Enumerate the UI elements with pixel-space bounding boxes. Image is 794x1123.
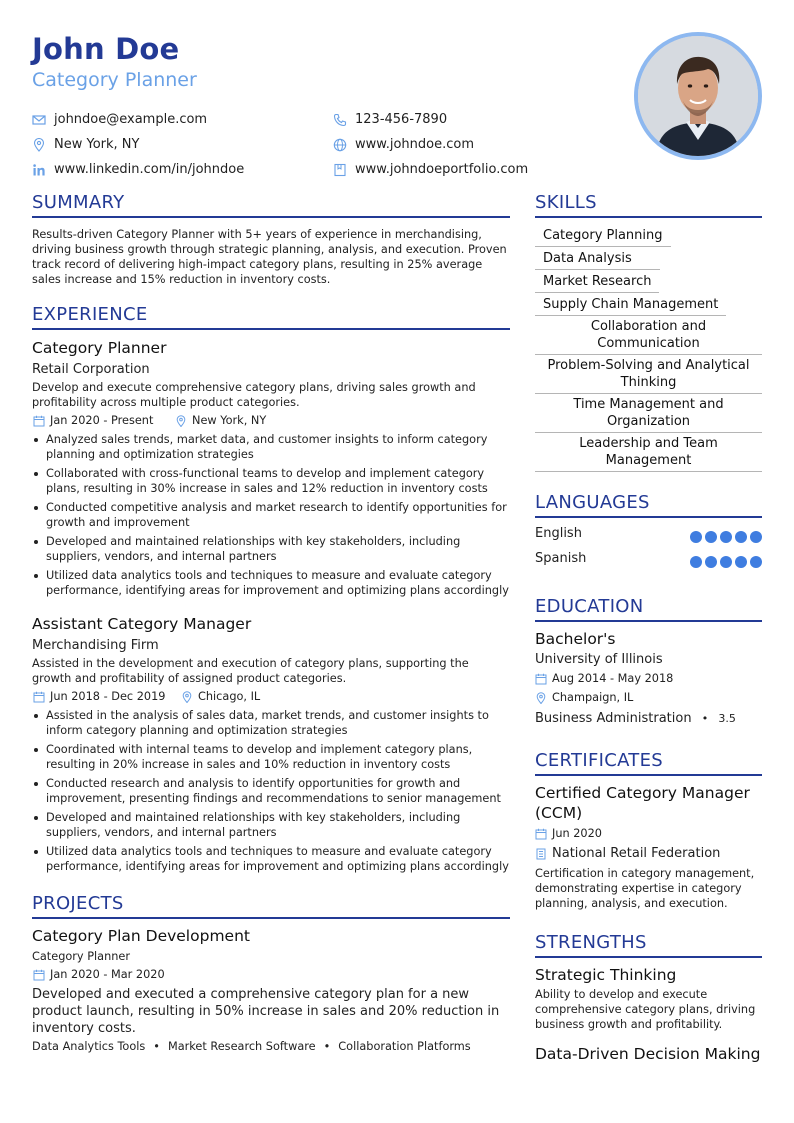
languages-heading: LANGUAGES xyxy=(535,492,762,518)
list-item: Conducted competitive analysis and market research to identify opportunities for growth and improvement xyxy=(32,500,510,530)
strength-title: Data-Driven Decision Making xyxy=(535,1045,761,1063)
list-item: Assisted in the analysis of sales data, market trends, and customer insights to inform category planning and optimization strategies xyxy=(32,708,510,738)
location-pin-icon xyxy=(181,691,193,703)
profile-photo xyxy=(634,32,762,160)
education-dates xyxy=(535,671,762,687)
location-pin-icon xyxy=(32,138,46,152)
job-meta xyxy=(32,413,510,429)
job-title: Assistant Category Manager xyxy=(32,615,252,633)
certificate-issuer: National Retail Federation xyxy=(552,846,721,861)
skill-item: Data Analysis xyxy=(535,248,660,270)
list-item: Collaborated with cross-functional teams to develop and implement category plans, resulting in 30% increase in sales and 12% reduction in inventory costs xyxy=(32,466,510,496)
tag-separator: • xyxy=(153,1040,160,1053)
skills-list xyxy=(535,224,762,472)
envelope-icon xyxy=(32,113,46,127)
list-item: Coordinated with internal teams to develop and implement category plans, resulting in 20% increase in sales and 10% reduction in inventory costs xyxy=(32,742,510,772)
certificates-heading: CERTIFICATES xyxy=(535,750,762,776)
location-pin-icon xyxy=(175,415,187,427)
certificate-description: Certification in category management, demonstrating expertise in category planning, analysis, and execution. xyxy=(535,867,755,910)
language-row xyxy=(535,551,762,576)
job-bullets xyxy=(32,708,510,874)
level-dot xyxy=(720,531,732,543)
tag: Data Analytics Tools xyxy=(32,1040,146,1053)
linkedin-icon xyxy=(32,163,46,177)
skills-heading: SKILLS xyxy=(535,192,762,218)
project-meta xyxy=(32,967,510,983)
skill-item: Market Research xyxy=(535,271,659,293)
summary-heading: SUMMARY xyxy=(32,192,510,218)
job-entry xyxy=(32,614,510,874)
education-field-row xyxy=(535,710,762,728)
language-level xyxy=(687,531,762,543)
portfolio-icon xyxy=(333,163,347,177)
summary-text: Results-driven Category Planner with 5+ years of experience in merchandising, driving business growth through strategic planning, analysis, and execution. Proven track record of delivering high-impact category plans, resulting in 25% average sales increase and 15% reduction in inventory costs. xyxy=(32,228,507,286)
strengths-section xyxy=(535,932,762,1064)
skill-item: Problem-Solving and Analytical Thinking xyxy=(535,355,762,394)
skill-item: Leadership and Team Management xyxy=(535,433,762,472)
language-row xyxy=(535,526,762,551)
job-company: Retail Corporation xyxy=(32,362,150,377)
education-heading: EDUCATION xyxy=(535,596,762,622)
list-item: Developed and maintained relationships with key stakeholders, including suppliers, vendors, and internal partners xyxy=(32,810,510,840)
projects-heading: PROJECTS xyxy=(32,893,510,919)
job-title: Category Planner xyxy=(32,339,167,357)
portfolio-text: www.johndoeportfolio.com xyxy=(355,162,529,177)
tag: Collaboration Platforms xyxy=(338,1040,471,1053)
tag: Market Research Software xyxy=(167,1040,316,1053)
project-title: Category Plan Development xyxy=(32,927,250,945)
level-dot xyxy=(735,556,747,568)
email-text: johndoe@example.com xyxy=(54,112,208,127)
school-name: University of Illinois xyxy=(535,652,663,667)
job-description: Develop and execute comprehensive category plans, driving sales growth and profitability across multiple product categories. xyxy=(32,381,476,409)
skill-item: Collaboration and Communication xyxy=(535,316,762,355)
project-entry xyxy=(32,926,510,1055)
strength-description: Ability to develop and execute comprehensive category plans, driving business growth and profitability. xyxy=(535,988,756,1031)
right-column xyxy=(535,192,762,1064)
left-column xyxy=(32,192,510,1055)
skill-item: Supply Chain Management xyxy=(535,294,726,316)
tag-separator: • xyxy=(323,1040,331,1053)
certificate-name: Certified Category Manager (CCM) xyxy=(535,784,750,822)
level-dot xyxy=(750,531,762,543)
project-dates: Jan 2020 - Mar 2020 xyxy=(50,968,165,981)
field-of-study: Business Administration xyxy=(535,711,692,726)
level-dot xyxy=(735,531,747,543)
summary-section xyxy=(32,192,510,287)
candidate-name: John Doe xyxy=(32,32,180,66)
certificates-section xyxy=(535,750,762,911)
certificate-date-row xyxy=(535,826,762,842)
education-location xyxy=(535,690,762,706)
level-dot xyxy=(720,556,732,568)
globe-icon xyxy=(333,138,347,152)
skills-section xyxy=(535,192,762,472)
calendar-icon xyxy=(33,969,45,981)
list-item: Analyzed sales trends, market data, and customer insights to inform category planning and optimization strategies xyxy=(32,432,510,462)
languages-list xyxy=(535,526,762,576)
job-location: Chicago, IL xyxy=(198,690,261,703)
experience-section xyxy=(32,304,510,874)
level-dot xyxy=(690,556,702,568)
skill-item: Category Planning xyxy=(535,225,671,247)
resume-header xyxy=(32,30,612,177)
job-dates: Jun 2018 - Dec 2019 xyxy=(50,690,166,703)
candidate-role: Category Planner xyxy=(32,69,197,91)
strength-title: Strategic Thinking xyxy=(535,966,677,984)
education-location-text: Champaign, IL xyxy=(552,691,634,704)
degree-title: Bachelor's xyxy=(535,630,616,648)
level-dot xyxy=(750,556,762,568)
job-dates: Jan 2020 - Present xyxy=(50,414,154,427)
experience-heading: EXPERIENCE xyxy=(32,304,510,330)
project-description: Developed and executed a comprehensive category plan for a new product launch, resulting in 50% increase in sales and 20% reduction in inventory costs. xyxy=(32,987,500,1036)
project-tags xyxy=(32,1039,510,1055)
calendar-icon xyxy=(33,415,45,427)
linkedin-text: www.linkedin.com/in/johndoe xyxy=(54,162,245,177)
website-text: www.johndoe.com xyxy=(355,137,474,152)
calendar-icon xyxy=(535,828,547,840)
job-meta xyxy=(32,689,510,705)
job-description: Assisted in the development and execution of category plans, supporting the growth and profitability of assigned product categories. xyxy=(32,657,469,685)
certificate-date: Jun 2020 xyxy=(552,827,602,840)
location-pin-icon xyxy=(535,692,547,704)
education-section xyxy=(535,596,762,728)
institution-icon xyxy=(535,848,547,860)
level-dot xyxy=(705,531,717,543)
education-date-text: Aug 2014 - May 2018 xyxy=(552,672,674,685)
calendar-icon xyxy=(535,673,547,685)
calendar-icon xyxy=(33,691,45,703)
languages-section xyxy=(535,492,762,576)
phone-text: 123-456-7890 xyxy=(355,112,448,127)
job-entry xyxy=(32,338,510,598)
certificate-issuer-row xyxy=(535,845,762,863)
projects-section xyxy=(32,893,510,1055)
job-bullets xyxy=(32,432,510,598)
language-name: English xyxy=(535,526,582,541)
separator-dot: • xyxy=(701,712,709,725)
portrait-image xyxy=(638,36,758,156)
list-item: Utilized data analytics tools and techniques to measure and evaluate category performance, identifying areas for improvement and optimizing plans accordingly xyxy=(32,568,510,598)
level-dot xyxy=(690,531,702,543)
job-company: Merchandising Firm xyxy=(32,638,159,653)
level-dot xyxy=(705,556,717,568)
skill-item: Time Management and Organization xyxy=(535,394,762,433)
list-item: Utilized data analytics tools and techniques to measure and evaluate category performance, identifying areas for improvement and optimizing plans accordingly xyxy=(32,844,510,874)
language-level xyxy=(687,556,762,568)
strengths-heading: STRENGTHS xyxy=(535,932,762,958)
project-role: Category Planner xyxy=(32,950,130,963)
location-text: New York, NY xyxy=(54,137,140,152)
list-item: Developed and maintained relationships with key stakeholders, including suppliers, vendors, and internal partners xyxy=(32,534,510,564)
phone-icon xyxy=(333,113,347,127)
job-location: New York, NY xyxy=(192,414,267,427)
gpa-value: 3.5 xyxy=(718,712,736,725)
language-name: Spanish xyxy=(535,551,587,566)
list-item: Conducted research and analysis to identify opportunities for growth and improvement, presenting findings and recommendations to senior management xyxy=(32,776,510,806)
